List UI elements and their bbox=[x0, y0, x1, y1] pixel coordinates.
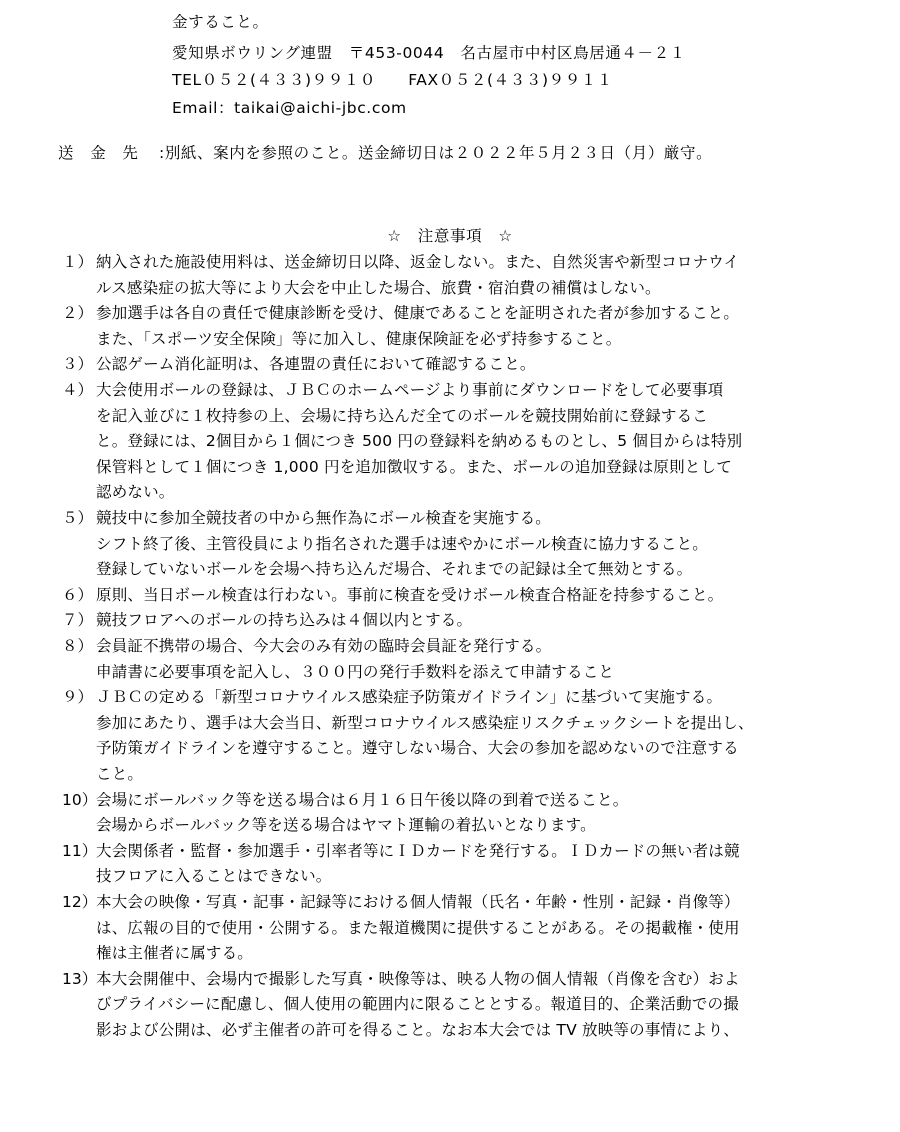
note-text-line: は、広報の目的で使用・公開する。また報道機関に提供することがある。その掲載権・使用 bbox=[96, 919, 740, 937]
note-text-line: 認めない。 bbox=[96, 483, 175, 501]
note-text-line: こと。 bbox=[96, 765, 144, 783]
note-number: ９） bbox=[62, 688, 94, 706]
note-text-line: 技フロアに入ることはできない。 bbox=[96, 867, 332, 885]
note-number: １） bbox=[62, 253, 94, 271]
note-text-line: 会員証不携帯の場合、今大会のみ有効の臨時会員証を発行する。 bbox=[96, 637, 552, 655]
note-number: 12） bbox=[62, 893, 98, 911]
note-number: ５） bbox=[62, 509, 94, 527]
note-text-line: 権は主催者に属する。 bbox=[96, 944, 254, 962]
note-text-line: 参加にあたり、選手は大会当日、新型コロナウイルス感染症リスクチェックシートを提出し、 bbox=[96, 714, 754, 732]
note-number: ６） bbox=[62, 586, 94, 604]
note-text-line: 会場にボールバック等を送る場合は６月１６日午後以降の到着で送ること。 bbox=[96, 791, 629, 809]
note-number: 10） bbox=[62, 791, 98, 809]
note-number: 11） bbox=[62, 842, 98, 860]
note-text-line: 申請書に必要事項を記入し、３００円の発行手数料を添えて申請すること bbox=[96, 663, 615, 681]
note-text-line: 登録していないボールを会場へ持ち込んだ場合、それまでの記録は全て無効とする。 bbox=[96, 560, 693, 578]
remittance-text: :別紙、案内を参照のこと。送金締切日は２０２２年５月２３日（月）厳守。 bbox=[159, 144, 713, 162]
note-text-line: ルス感染症の拡大等により大会を中止した場合、旅費・宿泊費の補償はしない。 bbox=[96, 279, 661, 297]
note-number: ７） bbox=[62, 611, 94, 629]
note-text-line: 原則、当日ボール検査は行わない。事前に検査を受けボール検査合格証を持参すること。 bbox=[96, 586, 724, 604]
note-text-line: 納入された施設使用料は、送金締切日以降、返金しない。また、自然災害や新型コロナウイ bbox=[96, 253, 740, 271]
note-number: ３） bbox=[62, 355, 94, 373]
note-text-line: 保管料として１個につき 1,000 円を追加徴収する。また、ボールの追加登録は原則として bbox=[96, 458, 732, 476]
note-text-line: 大会関係者・監督・参加選手・引率者等にＩＤカードを発行する。ＩＤカードの無い者は競 bbox=[96, 842, 740, 860]
note-text-line: シフト終了後、主管役員により指名された選手は速やかにボール検査に協力すること。 bbox=[96, 535, 708, 553]
contact-email: Email：taikai@aichi-jbc.com bbox=[172, 99, 407, 117]
contact-line: 金すること。 bbox=[172, 13, 269, 31]
note-text-line: 大会使用ボールの登録は、ＪＢＣのホームページより事前にダウンロードをして必要事項 bbox=[96, 381, 724, 399]
note-number: ８） bbox=[62, 637, 94, 655]
note-text-line: 本大会の映像・写真・記事・記録等における個人情報（氏名・年齢・性別・記録・肖像等） bbox=[96, 893, 740, 911]
remittance-label: 送 金 先 bbox=[58, 144, 139, 162]
note-text-line: 会場からボールバック等を送る場合はヤマト運輸の着払いとなります。 bbox=[96, 816, 596, 834]
contact-phone-fax: TEL０５２(４３３)９９１０ FAX０５２(４３３)９９１１ bbox=[172, 71, 614, 89]
notes-heading: ☆ 注意事項 ☆ bbox=[387, 227, 513, 245]
note-text-line: 競技フロアへのボールの持ち込みは４個以内とする。 bbox=[96, 611, 473, 629]
note-text-line: 予防策ガイドラインを遵守すること。遵守しない場合、大会の参加を認めないので注意する bbox=[96, 739, 739, 757]
note-text-line: を記入並びに１枚持参の上、会場に持ち込んだ全てのボールを競技開始前に登録するこ bbox=[96, 407, 708, 425]
note-text-line: 公認ゲーム消化証明は、各連盟の責任において確認すること。 bbox=[96, 355, 536, 373]
contact-address: 愛知県ボウリング連盟 〒453-0044 名古屋市中村区鳥居通４－２１ bbox=[172, 44, 686, 62]
note-text-line: ＪＢＣの定める「新型コロナウイルス感染症予防策ガイドライン」に基づいて実施する。 bbox=[96, 688, 723, 706]
note-text-line: 本大会開催中、会場内で撮影した写真・映像等は、映る人物の個人情報（肖像を含む）およ bbox=[96, 970, 740, 988]
note-text-line: 競技中に参加全競技者の中から無作為にボール検査を実施する。 bbox=[96, 509, 551, 527]
note-number: 13） bbox=[62, 970, 98, 988]
note-text-line: また、「スポーツ安全保険」等に加入し、健康保険証を必ず持参すること。 bbox=[96, 330, 622, 348]
note-text-line: 参加選手は各自の責任で健康診断を受け、健康であることを証明された者が参加すること。 bbox=[96, 304, 740, 322]
note-number: ４） bbox=[62, 381, 94, 399]
note-text-line: 影および公開は、必ず主催者の許可を得ること。なお本大会では TV 放映等の事情により、 bbox=[96, 1021, 740, 1039]
note-text-line: びプライバシーに配慮し、個人使用の範囲内に限ることとする。報道目的、企業活動での撮 bbox=[96, 995, 739, 1013]
note-number: ２） bbox=[62, 304, 94, 322]
note-text-line: と。登録には、2個目から１個につき 500 円の登録料を納めるものとし、5 個目からは特別 bbox=[96, 432, 743, 450]
